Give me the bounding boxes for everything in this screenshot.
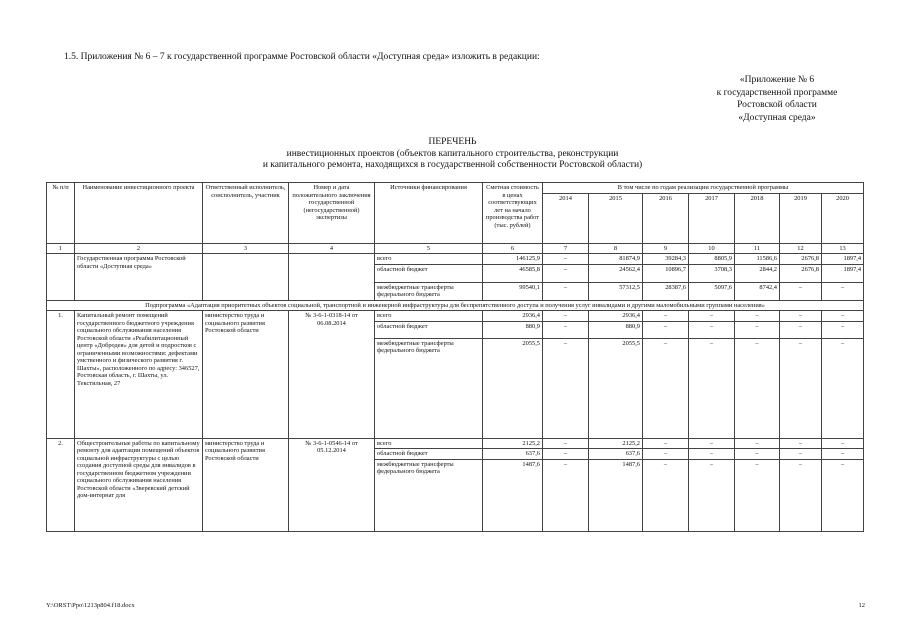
year-value: – — [822, 449, 864, 460]
source-cell: областной бюджет — [375, 264, 483, 282]
year-value: – — [543, 282, 589, 300]
year-value: – — [689, 338, 735, 438]
year-value: – — [735, 338, 780, 438]
year-value: – — [643, 321, 689, 338]
year-value: – — [543, 264, 589, 282]
year-value: – — [822, 311, 864, 322]
year-value: – — [822, 282, 864, 300]
year-value: – — [780, 338, 822, 438]
col-number: 3 — [203, 243, 289, 254]
investment-projects-table — [46, 182, 864, 532]
year-value: 1897,4 — [822, 264, 864, 282]
year-value: – — [543, 321, 589, 338]
source-cell: межбюджетные трансферты федерального бюджета — [375, 338, 483, 438]
title-line: и капитального ремонта, находящихся в государственной собственности Ростовской области) — [262, 160, 643, 170]
source-cell: областной бюджет — [375, 449, 483, 460]
annex-block — [697, 74, 857, 124]
year-value: – — [689, 438, 735, 449]
year-value: – — [735, 438, 780, 449]
col-number: 4 — [289, 243, 375, 254]
table-row — [47, 438, 864, 449]
col-number: 6 — [483, 243, 543, 254]
year-value: – — [780, 459, 822, 531]
year-value: 39284,3 — [643, 254, 689, 265]
header-year: 2018 — [735, 193, 780, 243]
annex-line: Ростовской области — [737, 100, 817, 110]
year-value: 11586,6 — [735, 254, 780, 265]
year-value: – — [822, 321, 864, 338]
year-value: – — [543, 311, 589, 322]
cost-cell: 99540,1 — [483, 282, 543, 300]
year-value: – — [543, 449, 589, 460]
header-sources: Источники финансирования — [375, 183, 483, 244]
header-year: 2020 — [822, 193, 864, 243]
annex-line: «Приложение № 6 — [739, 75, 815, 85]
header-conclusion: Номер и дата положительного заключения государственной (негосударственной) экспертизы — [289, 183, 375, 244]
col-number: 1 — [47, 243, 75, 254]
cost-cell: 2936,4 — [483, 311, 543, 322]
year-value: 2055,5 — [589, 338, 643, 438]
year-value: 10896,7 — [643, 264, 689, 282]
project-conclusion: № 3-6-1-0546-14 от 05.12.2014 — [289, 438, 375, 531]
col-number: 12 — [780, 243, 822, 254]
year-value: – — [735, 321, 780, 338]
source-cell: межбюджетные трансферты федерального бюджета — [375, 282, 483, 300]
year-value: 3708,3 — [689, 264, 735, 282]
subprogram-title: Подпрограмма «Адаптация приоритетных объектов социальной, транспортной и инженерной инфраструктуры для беспрепятственного доступа и получения услуг инвалидами и другими маломобильными группами населения» — [47, 300, 864, 311]
year-value: – — [643, 459, 689, 531]
cost-cell: 2055,5 — [483, 338, 543, 438]
year-value: 28387,6 — [643, 282, 689, 300]
year-value: – — [689, 311, 735, 322]
year-value: 2125,2 — [589, 438, 643, 449]
year-value: – — [780, 311, 822, 322]
col-number: 13 — [822, 243, 864, 254]
col-number: 9 — [643, 243, 689, 254]
project-num: 1. — [47, 311, 75, 439]
year-value: 5097,6 — [689, 282, 735, 300]
year-value: – — [780, 282, 822, 300]
cost-cell: 146125,9 — [483, 254, 543, 265]
year-value: – — [822, 459, 864, 531]
year-value: – — [780, 449, 822, 460]
year-value: – — [543, 254, 589, 265]
table-row — [47, 254, 864, 265]
project-executor: министерство труда и социального развития Ростовской области — [203, 438, 289, 531]
year-value: 2676,8 — [780, 254, 822, 265]
header-executor: Ответственный исполнитель, соисполнитель, участник — [203, 183, 289, 244]
year-value: 2936,4 — [589, 311, 643, 322]
cost-cell: 637,6 — [483, 449, 543, 460]
project-name: Общестроительные работы по капитальному ремонту для адаптации помещений объектов социальной инфраструктуры с целью создания доступной среды для инвалидов в государственном бюджетном учреждении социального обслуживания населения Ростовской области «Зверевский детский дом-интернат для — [75, 438, 203, 531]
cost-cell: 1487,6 — [483, 459, 543, 531]
header-year: 2016 — [643, 193, 689, 243]
col-number: 10 — [689, 243, 735, 254]
year-value: – — [735, 459, 780, 531]
col-number: 7 — [543, 243, 589, 254]
annex-line: к государственной программе — [716, 87, 838, 98]
source-cell: всего — [375, 254, 483, 265]
project-executor: министерство труда и социального развития Ростовской области — [203, 311, 289, 439]
intro-text: 1.5. Приложения № 6 – 7 к государственной программе Ростовской области «Доступная среда» изложить в редакции: — [64, 52, 540, 62]
header-year: 2019 — [780, 193, 822, 243]
cost-cell: 46585,8 — [483, 264, 543, 282]
header-name: Наименование инвестиционного проекта — [75, 183, 203, 244]
year-value: – — [543, 438, 589, 449]
title-heading: ПЕРЕЧЕНЬ — [428, 137, 477, 147]
year-value: – — [643, 438, 689, 449]
year-value: 1487,6 — [589, 459, 643, 531]
project-conclusion: № 3-6-1-0318-14 от 06.08.2014 — [289, 311, 375, 439]
year-value: – — [543, 338, 589, 438]
page-number: 12 — [858, 602, 865, 609]
year-value: – — [643, 338, 689, 438]
source-cell: межбюджетные трансферты федерального бюджета — [375, 459, 483, 531]
annex-line: «Доступная среда» — [738, 112, 816, 123]
header-years-group: В том числе по годам реализации государственной программы — [543, 183, 864, 194]
year-value: 2844,2 — [735, 264, 780, 282]
header-cost: Сметная стоимость в ценах соответствующих лет на начало производства работ (тыс. рублей) — [483, 183, 543, 244]
year-value: 57312,5 — [589, 282, 643, 300]
document-title — [0, 137, 905, 172]
year-value: – — [689, 449, 735, 460]
program-name: Государственная программа Ростовской области «Доступная среда» — [75, 254, 203, 301]
source-cell: всего — [375, 311, 483, 322]
header-num: № п/п — [47, 183, 75, 244]
year-value: – — [822, 338, 864, 438]
year-value: – — [735, 449, 780, 460]
table-row — [47, 311, 864, 322]
col-number: 2 — [75, 243, 203, 254]
year-value: 2676,8 — [780, 264, 822, 282]
col-number: 8 — [589, 243, 643, 254]
header-year: 2017 — [689, 193, 735, 243]
year-value: – — [643, 449, 689, 460]
year-value: – — [780, 438, 822, 449]
file-path: Y:\ORST\Ppo\1213p804.f18.docx — [46, 602, 135, 609]
cost-cell: 880,9 — [483, 321, 543, 338]
year-value: – — [822, 438, 864, 449]
year-value: 8805,9 — [689, 254, 735, 265]
year-value: 8742,4 — [735, 282, 780, 300]
header-year: 2014 — [543, 193, 589, 243]
col-number: 5 — [375, 243, 483, 254]
year-value: 1897,4 — [822, 254, 864, 265]
year-value: – — [689, 459, 735, 531]
title-line: инвестиционных проектов (объектов капитального строительства, реконструкции — [286, 148, 619, 159]
cost-cell: 2125,2 — [483, 438, 543, 449]
year-value: 637,6 — [589, 449, 643, 460]
year-value: 880,9 — [589, 321, 643, 338]
year-value: 81874,9 — [589, 254, 643, 265]
source-cell: всего — [375, 438, 483, 449]
year-value: – — [735, 311, 780, 322]
year-value: – — [643, 311, 689, 322]
year-value: – — [780, 321, 822, 338]
year-value: 24562,4 — [589, 264, 643, 282]
year-value: – — [689, 321, 735, 338]
project-num: 2. — [47, 438, 75, 531]
source-cell: областной бюджет — [375, 321, 483, 338]
project-name: Капитальный ремонт помещений государственного бюджетного учреждения социального обслуживания населения Ростовской области «Реабилитационный центр «Добродея» для детей и подростков с ограниченными возможностями: дефектами умственного и физического развития г. Шахты», расположенного по адресу: 346527, Ростовская область, г. Шахты, ул. Текстильная, 27 — [75, 311, 203, 439]
year-value: – — [543, 459, 589, 531]
header-year: 2015 — [589, 193, 643, 243]
col-number: 11 — [735, 243, 780, 254]
